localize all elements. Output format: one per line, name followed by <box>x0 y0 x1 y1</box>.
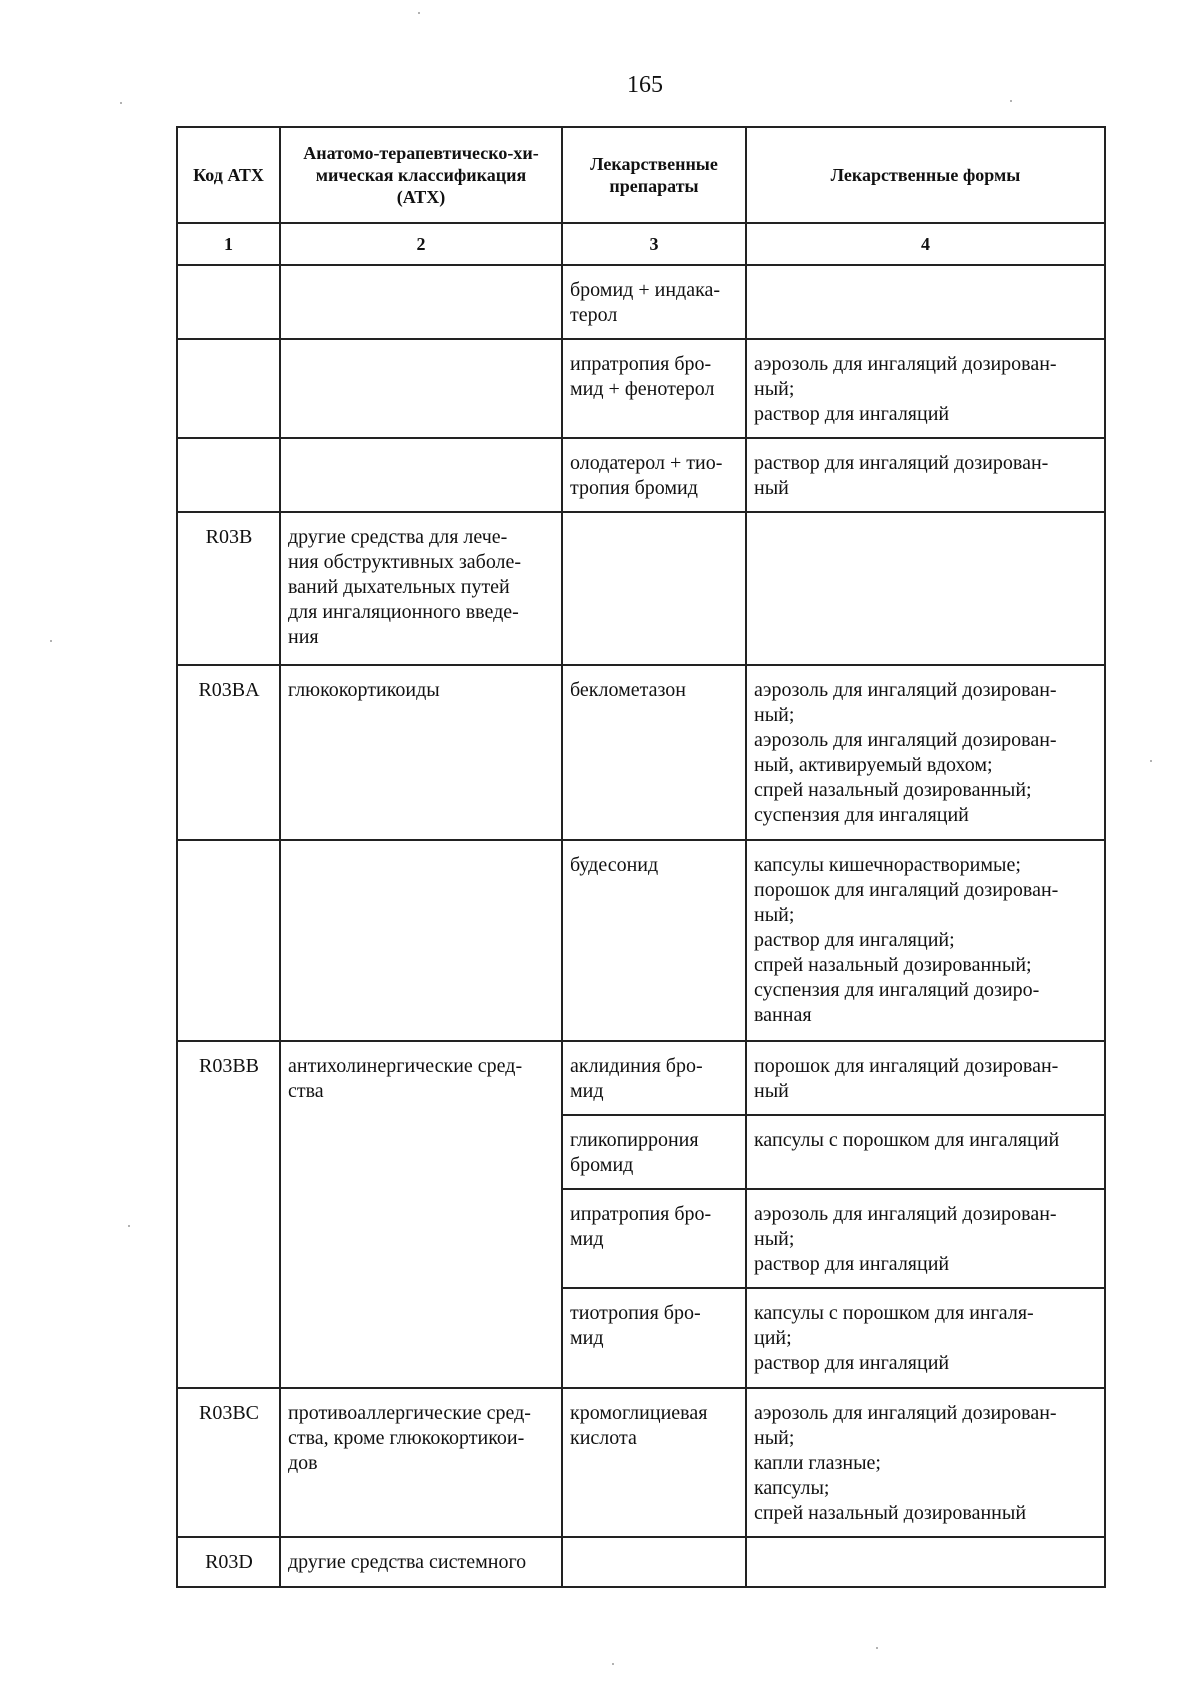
atc-class-cell <box>280 438 562 512</box>
column-number: 3 <box>562 223 746 265</box>
header-row <box>177 127 1105 223</box>
table-row <box>177 438 1105 512</box>
dosage-form-cell <box>746 1537 1105 1587</box>
drug-cell: кромоглициевая кислота <box>562 1388 746 1537</box>
atc-class-cell <box>280 840 562 1041</box>
header-drugs: Лекарственные препараты <box>562 127 746 223</box>
drug-cell: будесонид <box>562 840 746 1041</box>
drug-cell: аклидиния бро- мид <box>562 1041 746 1115</box>
table-row <box>177 265 1105 339</box>
drug-cell: беклометазон <box>562 665 746 840</box>
dosage-form-cell: капсулы кишечнорастворимые; порошок для ингаляций дозирован- ный; раствор для ингаляций; спрей назальный дозированный; суспензия для ингаляций дозиро- ванная <box>746 840 1105 1041</box>
atc-class-cell <box>280 339 562 438</box>
table-body <box>177 265 1105 1587</box>
atc-class-cell: другие средства системного <box>280 1537 562 1587</box>
atc-class-cell <box>280 265 562 339</box>
scan-speck <box>50 640 52 642</box>
atc-code-cell: R03B <box>177 512 280 665</box>
table-row <box>177 665 1105 840</box>
scan-speck <box>1010 100 1012 102</box>
drug-cell: тиотропия бро- мид <box>562 1288 746 1388</box>
drug-cell: ипратропия бро- мид + фенотерол <box>562 339 746 438</box>
scan-speck <box>120 102 122 104</box>
atc-classification-table <box>176 126 1106 1588</box>
drug-cell: ипратропия бро- мид <box>562 1189 746 1288</box>
drug-cell: гликопиррония бромид <box>562 1115 746 1189</box>
scan-speck <box>128 1225 130 1227</box>
dosage-form-cell: аэрозоль для ингаляций дозирован- ный; аэрозоль для ингаляций дозирован- ный, активируемый вдохом; спрей назальный дозированный; суспензия для ингаляций <box>746 665 1105 840</box>
atc-code-cell: R03D <box>177 1537 280 1587</box>
header-atc-code: Код АТХ <box>177 127 280 223</box>
dosage-form-cell: аэрозоль для ингаляций дозирован- ный; капли глазные; капсулы; спрей назальный дозированный <box>746 1388 1105 1537</box>
atc-class-cell: другие средства для лече- ния обструктивных заболе- ваний дыхательных путей для ингаляционного введе- ния <box>280 512 562 665</box>
atc-code-cell: R03BC <box>177 1388 280 1537</box>
column-number: 2 <box>280 223 562 265</box>
page-number: 165 <box>627 72 663 98</box>
table-row <box>177 1388 1105 1537</box>
atc-code-cell <box>177 339 280 438</box>
atc-code-cell <box>177 438 280 512</box>
drug-cell: олодатерол + тио- тропия бромид <box>562 438 746 512</box>
drug-cell: бромид + индака- терол <box>562 265 746 339</box>
drug-cell <box>562 1537 746 1587</box>
column-number: 1 <box>177 223 280 265</box>
dosage-form-cell: раствор для ингаляций дозирован- ный <box>746 438 1105 512</box>
atc-code-cell: R03BA <box>177 665 280 840</box>
column-number: 4 <box>746 223 1105 265</box>
atc-code-cell: R03BB <box>177 1041 280 1388</box>
scan-speck <box>612 1663 614 1665</box>
atc-code-cell <box>177 840 280 1041</box>
dosage-form-cell <box>746 265 1105 339</box>
atc-code-cell <box>177 265 280 339</box>
header-dosage-forms: Лекарственные формы <box>746 127 1105 223</box>
table-row <box>177 1041 1105 1115</box>
dosage-form-cell: аэрозоль для ингаляций дозирован- ный; раствор для ингаляций <box>746 339 1105 438</box>
table-row <box>177 840 1105 1041</box>
atc-class-cell: антихолинергические сред- ства <box>280 1041 562 1388</box>
drug-cell <box>562 512 746 665</box>
dosage-form-cell: аэрозоль для ингаляций дозирован- ный; раствор для ингаляций <box>746 1189 1105 1288</box>
atc-class-cell: противоаллергические сред- ства, кроме глюкокортикои- дов <box>280 1388 562 1537</box>
scan-speck <box>876 1647 878 1649</box>
table-row <box>177 512 1105 665</box>
dosage-form-cell: капсулы с порошком для ингаляций <box>746 1115 1105 1189</box>
scan-speck <box>418 12 420 14</box>
atc-class-cell: глюкокортикоиды <box>280 665 562 840</box>
table-row <box>177 339 1105 438</box>
dosage-form-cell: капсулы с порошком для ингаля- ций; раствор для ингаляций <box>746 1288 1105 1388</box>
column-number-row <box>177 223 1105 265</box>
dosage-form-cell <box>746 512 1105 665</box>
scan-speck <box>1150 760 1152 762</box>
table-header <box>177 127 1105 265</box>
table-row <box>177 1537 1105 1587</box>
header-atc-classification: Анатомо-терапевтическо-хи- мическая классификация (АТХ) <box>280 127 562 223</box>
dosage-form-cell: порошок для ингаляций дозирован- ный <box>746 1041 1105 1115</box>
